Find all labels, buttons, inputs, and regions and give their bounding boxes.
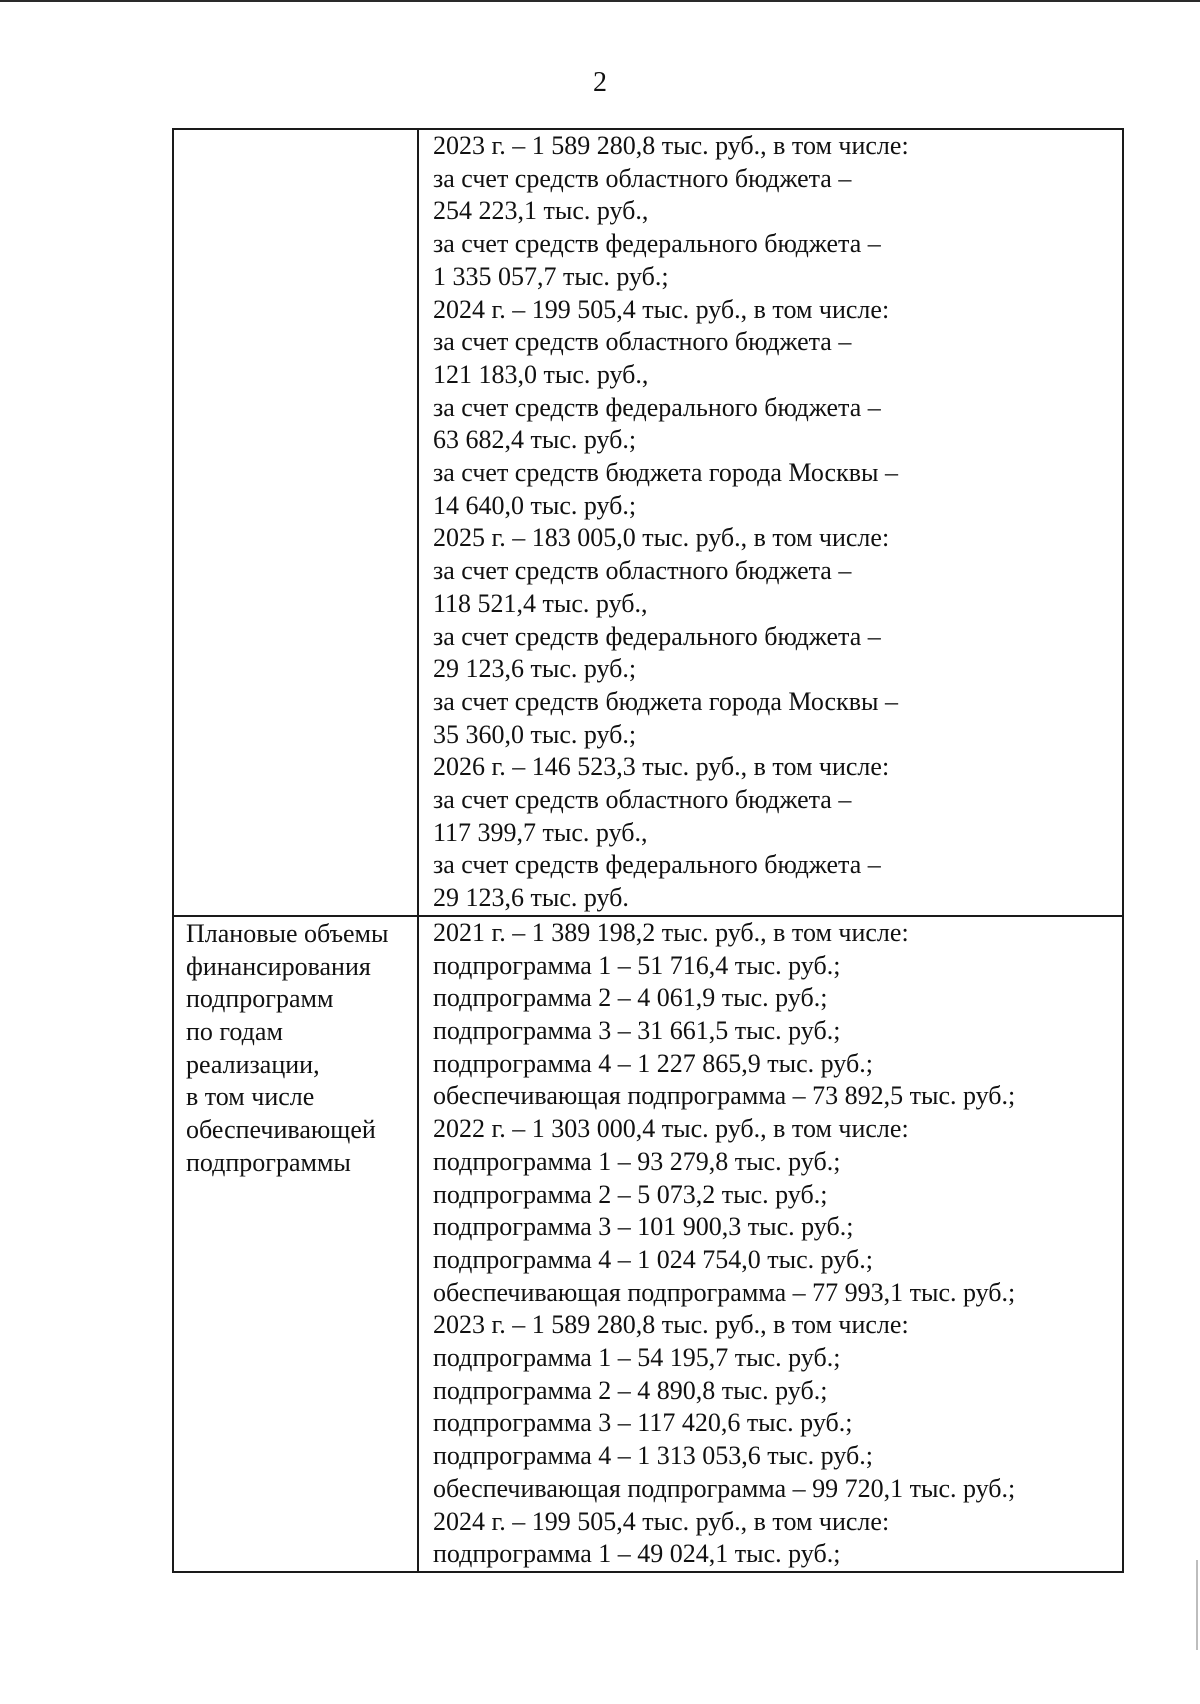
- text-line: подпрограмма 2 – 4 890,8 тыс. руб.;: [433, 1375, 828, 1405]
- text-line: подпрограмма 2 – 5 073,2 тыс. руб.;: [433, 1179, 828, 1209]
- row1-label-cell: [173, 129, 418, 916]
- row1-value-cell: [418, 129, 1123, 916]
- text-line: за счет средств федерального бюджета –: [433, 392, 881, 422]
- text-line: подпрограмма 4 – 1 227 865,9 тыс. руб.;: [433, 1048, 873, 1078]
- text-line: 2025 г. – 183 005,0 тыс. руб., в том числе:: [433, 523, 890, 553]
- text-line: подпрограмма 4 – 1 024 754,0 тыс. руб.;: [433, 1244, 873, 1274]
- text-line: за счет средств областного бюджета –: [433, 327, 852, 357]
- text-line: за счет средств федерального бюджета –: [433, 621, 881, 651]
- text-line: 117 399,7 тыс. руб.,: [433, 817, 648, 847]
- table-row-continuation: [173, 129, 1123, 916]
- text-line: подпрограммы: [186, 1147, 351, 1177]
- text-line: подпрограмма 1 – 49 024,1 тыс. руб.;: [433, 1539, 841, 1569]
- text-line: подпрограмма 1 – 51 716,4 тыс. руб.;: [433, 950, 841, 980]
- text-line: обеспечивающая подпрограмма – 99 720,1 тыс. руб.;: [433, 1473, 1016, 1503]
- financing-table: [172, 128, 1124, 1573]
- text-line: подпрограмм: [186, 984, 334, 1014]
- text-line: в том числе: [186, 1082, 315, 1112]
- text-line: 63 682,4 тыс. руб.;: [433, 425, 637, 455]
- text-line: 2024 г. – 199 505,4 тыс. руб., в том числе:: [433, 1506, 890, 1536]
- text-line: подпрограмма 3 – 101 900,3 тыс. руб.;: [433, 1212, 854, 1242]
- text-line: финансирования: [186, 951, 371, 981]
- text-line: Плановые объемы: [186, 918, 389, 948]
- text-line: за счет средств федерального бюджета –: [433, 850, 881, 880]
- text-line: 2022 г. – 1 303 000,4 тыс. руб., в том числе:: [433, 1114, 909, 1144]
- text-line: 14 640,0 тыс. руб.;: [433, 490, 637, 520]
- text-line: за счет средств областного бюджета –: [433, 785, 852, 815]
- text-line: за счет средств бюджета города Москвы –: [433, 686, 898, 716]
- text-line: подпрограмма 4 – 1 313 053,6 тыс. руб.;: [433, 1441, 873, 1471]
- text-line: за счет средств бюджета города Москвы –: [433, 458, 898, 488]
- text-line: 29 123,6 тыс. руб.;: [433, 654, 637, 684]
- text-line: подпрограмма 3 – 31 661,5 тыс. руб.;: [433, 1015, 841, 1045]
- text-line: обеспечивающей: [186, 1115, 376, 1145]
- table-row-subprogram-financing: [173, 916, 1123, 1572]
- text-line: за счет средств областного бюджета –: [433, 556, 852, 586]
- text-line: 2021 г. – 1 389 198,2 тыс. руб., в том числе:: [433, 917, 909, 947]
- text-line: 2023 г. – 1 589 280,8 тыс. руб., в том числе:: [433, 1310, 909, 1340]
- text-line: 2026 г. – 146 523,3 тыс. руб., в том числе:: [433, 752, 890, 782]
- text-line: 118 521,4 тыс. руб.,: [433, 588, 648, 618]
- row2-label-cell: [173, 916, 418, 1572]
- scan-right-edge-mark: [1196, 1560, 1198, 1650]
- text-line: подпрограмма 3 – 117 420,6 тыс. руб.;: [433, 1408, 853, 1438]
- text-line: 29 123,6 тыс. руб.: [433, 883, 629, 913]
- text-line: обеспечивающая подпрограмма – 73 892,5 тыс. руб.;: [433, 1081, 1016, 1111]
- text-line: 254 223,1 тыс. руб.,: [433, 196, 649, 226]
- text-line: подпрограмма 1 – 93 279,8 тыс. руб.;: [433, 1146, 841, 1176]
- text-line: за счет средств федерального бюджета –: [433, 229, 881, 259]
- text-line: 2023 г. – 1 589 280,8 тыс. руб., в том числе:: [433, 131, 909, 160]
- text-line: обеспечивающая подпрограмма – 77 993,1 тыс. руб.;: [433, 1277, 1016, 1307]
- page-number: 2: [593, 67, 607, 98]
- scan-top-edge: [0, 0, 1200, 2]
- text-line: 35 360,0 тыс. руб.;: [433, 719, 637, 749]
- text-line: подпрограмма 1 – 54 195,7 тыс. руб.;: [433, 1343, 841, 1373]
- text-line: 2024 г. – 199 505,4 тыс. руб., в том числе:: [433, 294, 890, 324]
- text-line: 1 335 057,7 тыс. руб.;: [433, 261, 669, 291]
- text-line: 121 183,0 тыс. руб.,: [433, 359, 649, 389]
- text-line: по годам: [186, 1016, 283, 1046]
- row2-value-cell: [418, 916, 1123, 1572]
- text-line: реализации,: [186, 1049, 320, 1079]
- text-line: за счет средств областного бюджета –: [433, 163, 852, 193]
- text-line: подпрограмма 2 – 4 061,9 тыс. руб.;: [433, 983, 828, 1013]
